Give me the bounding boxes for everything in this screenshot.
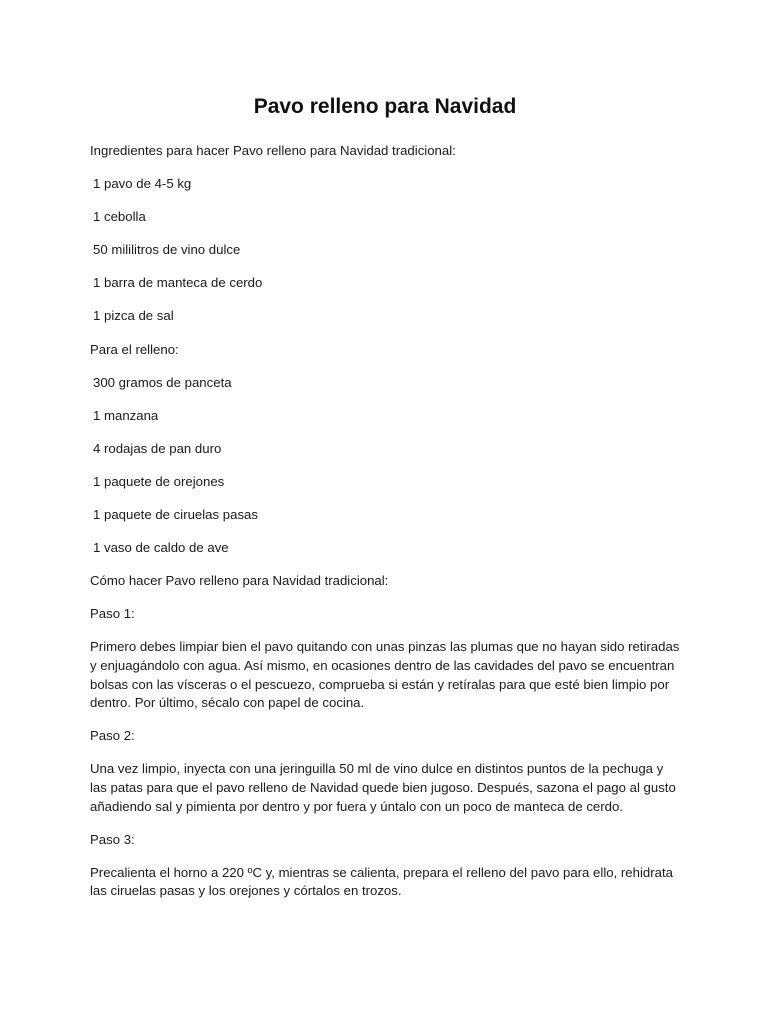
paragraph: Paso 1:: [90, 606, 135, 622]
paragraph: Una vez limpio, inyecta con una jeringuilla 50 ml de vino dulce en distintos puntos de la pechuga y las patas para que el pavo relleno de Navidad quede bien jugoso. Después, sazona el pago al gusto añadiendo sal y pimienta por dentro y por fuera y úntalo con un poco de manteca de cerdo.: [90, 761, 676, 814]
page-title: Pavo relleno para Navidad: [253, 95, 517, 118]
ingredient-item: 1 manzana: [93, 407, 159, 423]
document-body: [90, 92, 680, 915]
ingredient-item: 300 gramos de panceta: [93, 374, 232, 390]
ingredient-item: 1 cebolla: [93, 209, 146, 225]
ingredient-item: 1 paquete de orejones: [93, 473, 225, 489]
ingredient-item: 1 pavo de 4-5 kg: [93, 176, 192, 192]
paragraph: Precalienta el horno a 220 ºC y, mientras se calienta, prepara el relleno del pavo para ello, rehidrata las ciruelas pasas y los orejones y córtalos en trozos.: [90, 864, 673, 899]
paragraph: Ingredientes para hacer Pavo relleno para Navidad tradicional:: [90, 143, 456, 158]
paragraph: Paso 2:: [90, 728, 135, 744]
ingredient-item: 50 mililitros de vino dulce: [93, 242, 241, 258]
paragraph: Primero debes limpiar bien el pavo quitando con unas pinzas las plumas que no hayan sido retiradas y enjuagándolo con agua. Así mismo, en ocasiones dentro de las cavidades del pavo se encuentran bolsas con las vísceras o el pescuezo, comprueba si están y retíralas para que esté bien limpio por dentro. Por último, sécalo con papel de cocina.: [90, 639, 680, 711]
paragraph: Paso 3:: [90, 831, 135, 847]
ingredient-item: 1 vaso de caldo de ave: [93, 540, 229, 556]
paragraph: Para el relleno:: [90, 341, 179, 357]
paragraph: Cómo hacer Pavo relleno para Navidad tradicional:: [90, 573, 389, 589]
paragraph-list: [90, 142, 680, 901]
ingredient-item: 1 paquete de ciruelas pasas: [93, 507, 258, 523]
ingredient-item: 1 pizca de sal: [93, 308, 174, 324]
ingredient-item: 1 barra de manteca de cerdo: [93, 275, 263, 291]
ingredient-item: 4 rodajas de pan duro: [93, 440, 222, 456]
